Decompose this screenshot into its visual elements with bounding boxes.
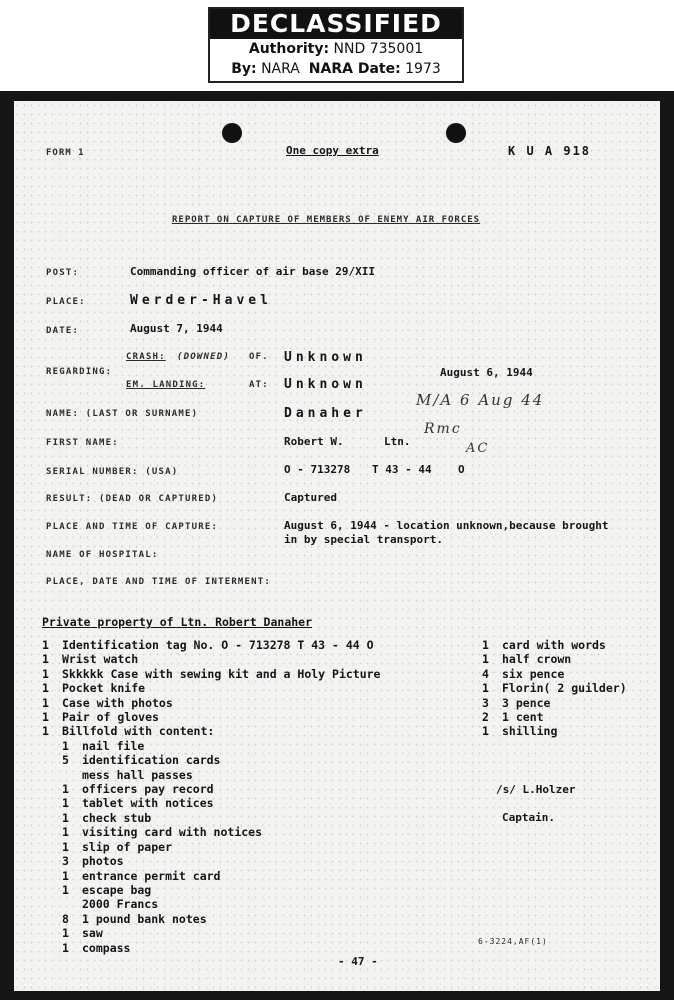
- capture-value-line2: in by special transport.: [284, 533, 443, 546]
- list-item: [482, 652, 627, 666]
- item-description: compass: [82, 940, 131, 955]
- item-quantity: [62, 768, 82, 782]
- item-description: Case with photos: [62, 695, 173, 710]
- regarding-date: August 6, 1944: [440, 366, 533, 379]
- name-label: NAME: (LAST OR SURNAME): [46, 409, 199, 419]
- item-quantity: 1: [62, 868, 69, 883]
- item-quantity: 1: [62, 810, 69, 825]
- item-description: check stub: [82, 810, 152, 825]
- serial-extra: T 43 - 44: [372, 463, 432, 476]
- item-quantity: 3: [62, 854, 69, 869]
- regarding-label: REGARDING:: [46, 367, 113, 377]
- list-item: [482, 681, 627, 695]
- em-landing-label: EM. LANDING:: [126, 380, 206, 390]
- place-label: PLACE:: [46, 297, 86, 307]
- list-item: [42, 753, 381, 767]
- item-quantity: 1: [482, 638, 489, 652]
- item-quantity: 1: [42, 724, 49, 739]
- at-value: Unknown: [284, 377, 367, 392]
- serial-label: SERIAL NUMBER: (USA): [46, 467, 179, 477]
- item-description: 3 pence: [502, 695, 551, 710]
- item-description: Florin( 2 guilder): [502, 681, 627, 696]
- result-label: RESULT: (DEAD OR CAPTURED): [46, 494, 219, 504]
- property-list-left: [42, 638, 381, 955]
- item-description: mess hall passes: [82, 767, 193, 782]
- list-item: [42, 696, 381, 710]
- list-item: [42, 739, 381, 753]
- at-label: AT:: [249, 380, 269, 390]
- item-description: tablet with notices: [82, 796, 214, 811]
- item-description: 1 cent: [502, 710, 544, 725]
- rank-value: Ltn.: [384, 435, 411, 448]
- item-quantity: 1: [482, 681, 489, 696]
- item-quantity: 1: [42, 666, 49, 681]
- item-quantity: 4: [482, 666, 489, 681]
- item-description: Identification tag No. O - 713278 T 43 - 44 O: [62, 638, 374, 652]
- form-reference: 6-3224,AF(1): [478, 937, 548, 946]
- first-name-label: FIRST NAME:: [46, 438, 119, 448]
- list-item: [42, 638, 381, 652]
- handwritten-mia-note: M/A 6 Aug 44: [416, 391, 545, 409]
- item-quantity: 1: [62, 882, 69, 897]
- item-description: 1 pound bank notes: [82, 911, 207, 926]
- list-item: [482, 667, 627, 681]
- first-name-value: Robert W.: [284, 435, 344, 448]
- list-item: [42, 652, 381, 666]
- document-code: K U A 918: [508, 144, 592, 158]
- item-description: card with words: [502, 638, 606, 652]
- item-quantity: 3: [482, 695, 489, 710]
- post-label: POST:: [46, 268, 80, 278]
- list-item: [42, 667, 381, 681]
- crash-label: CRASH:: [126, 352, 166, 362]
- date-value: August 7, 1944: [130, 322, 223, 335]
- item-quantity: 1: [42, 710, 49, 725]
- name-value: Danaher: [284, 406, 367, 421]
- list-item: [482, 710, 627, 724]
- list-item: [42, 912, 381, 926]
- item-quantity: 1: [42, 638, 49, 652]
- stamp-title: DECLASSIFIED: [210, 9, 462, 39]
- list-item: [42, 811, 381, 825]
- item-quantity: [62, 897, 82, 911]
- signature-name: /s/ L.Holzer: [496, 783, 576, 796]
- list-item: [42, 883, 381, 897]
- item-quantity: 1: [482, 724, 489, 739]
- property-heading: Private property of Ltn. Robert Danaher: [42, 615, 313, 629]
- item-description: Pocket knife: [62, 681, 146, 696]
- of-label: OF.: [249, 352, 269, 362]
- declassified-stamp: [208, 7, 464, 83]
- list-item: [42, 724, 381, 738]
- signature-title: Captain.: [502, 811, 555, 824]
- place-value: Werder-Havel: [130, 293, 272, 308]
- form-number: FORM 1: [46, 148, 85, 158]
- item-description: escape bag: [82, 882, 152, 897]
- list-item: [42, 854, 381, 868]
- item-description: Billfold with content:: [62, 724, 215, 739]
- document-paper: [14, 101, 660, 991]
- stamp-authority: Authority: NND 735001: [248, 41, 424, 57]
- item-quantity: 1: [42, 652, 49, 667]
- scanned-page: [0, 91, 674, 1000]
- item-quantity: 1: [62, 940, 69, 955]
- item-description: officers pay record: [82, 782, 214, 797]
- list-item: [482, 696, 627, 710]
- date-label: DATE:: [46, 326, 80, 336]
- page-number: - 47 -: [338, 955, 378, 968]
- item-description: Pair of gloves: [62, 710, 159, 725]
- list-item: [42, 926, 381, 940]
- item-description: six pence: [502, 666, 565, 681]
- list-item: [482, 638, 627, 652]
- list-item: [42, 782, 381, 796]
- post-value: Commanding officer of air base 29/XII: [130, 265, 376, 278]
- item-quantity: 1: [62, 796, 69, 811]
- item-quantity: 8: [62, 911, 69, 926]
- capture-label: PLACE AND TIME OF CAPTURE:: [46, 522, 219, 532]
- item-description: Skkkkk Case with sewing kit and a Holy Picture: [62, 666, 381, 681]
- item-description: shilling: [502, 724, 558, 739]
- list-item: [42, 825, 381, 839]
- handwritten-ac-note: AC: [466, 441, 490, 456]
- item-description: visiting card with notices: [82, 825, 263, 840]
- item-quantity: 1: [62, 825, 69, 840]
- item-quantity: 1: [482, 652, 489, 667]
- report-title: REPORT ON CAPTURE OF MEMBERS OF ENEMY AIR FORCES: [172, 215, 481, 225]
- copies-note: One copy extra: [286, 144, 379, 157]
- list-item: [42, 681, 381, 695]
- item-quantity: 5: [62, 753, 69, 768]
- item-description: 2000 Francs: [82, 897, 159, 912]
- interment-label: PLACE, DATE AND TIME OF INTERMENT:: [46, 577, 272, 587]
- item-quantity: 1: [62, 738, 69, 753]
- item-description: Wrist watch: [62, 652, 139, 667]
- item-description: saw: [82, 926, 103, 941]
- result-value: Captured: [284, 491, 337, 504]
- serial-value: O - 713278: [284, 463, 351, 476]
- serial-blood: O: [458, 463, 465, 476]
- list-item: [42, 897, 381, 911]
- downed-label: (DOWNED): [177, 352, 230, 362]
- list-item: [42, 869, 381, 883]
- item-description: slip of paper: [82, 839, 173, 854]
- item-description: identification cards: [82, 753, 221, 768]
- punch-hole-icon: [222, 123, 242, 143]
- property-list-right: [482, 638, 627, 739]
- item-quantity: 1: [42, 681, 49, 696]
- item-quantity: 2: [482, 710, 489, 725]
- list-item: [42, 941, 381, 955]
- capture-value-line1: August 6, 1944 - location unknown,because brought: [284, 519, 609, 532]
- list-item: [482, 724, 627, 738]
- handwritten-rmc-note: Rmc: [424, 421, 462, 437]
- item-quantity: 1: [42, 695, 49, 710]
- item-description: photos: [82, 854, 124, 869]
- punch-hole-icon: [446, 123, 466, 143]
- item-description: nail file: [82, 738, 145, 753]
- item-description: half crown: [502, 652, 572, 667]
- stamp-by: By: NARA NARA Date: 1973: [231, 61, 441, 77]
- hospital-label: NAME OF HOSPITAL:: [46, 550, 159, 560]
- crash-value: Unknown: [284, 350, 367, 365]
- list-item: [42, 840, 381, 854]
- item-quantity: 1: [62, 839, 69, 854]
- list-item: [42, 796, 381, 810]
- item-description: entrance permit card: [82, 868, 221, 883]
- item-quantity: 1: [62, 926, 69, 941]
- item-quantity: 1: [62, 782, 69, 797]
- list-item: [42, 710, 381, 724]
- list-item: [42, 768, 381, 782]
